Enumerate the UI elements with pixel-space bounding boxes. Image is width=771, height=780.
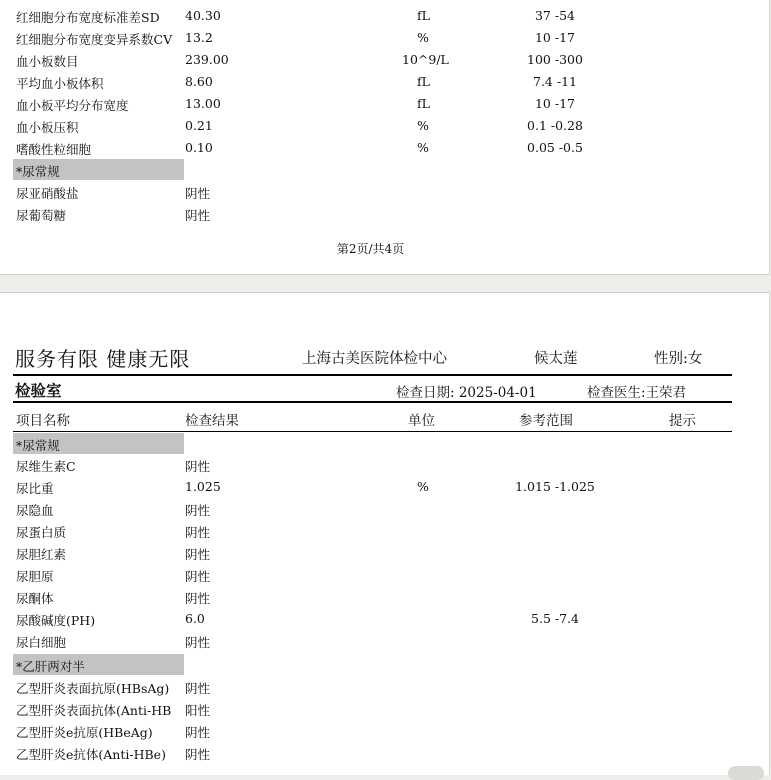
result-row [0, 27, 769, 49]
item-name: 红细胞分布宽度变异系数CV [16, 32, 173, 47]
result-row [0, 5, 769, 27]
item-ref: 100 -300 [527, 52, 583, 67]
item-ref: 37 -54 [534, 8, 575, 23]
item-unit: fL [417, 96, 430, 111]
result-row [0, 498, 769, 520]
scroll-handle[interactable] [728, 766, 764, 780]
result-row [0, 586, 769, 608]
item-name: 血小板压积 [16, 120, 79, 135]
result-row [0, 49, 769, 71]
item-name: 尿蛋白质 [16, 525, 67, 540]
result-row [0, 608, 769, 630]
result-row [0, 454, 769, 476]
header-divider [13, 374, 732, 376]
report-page-3 [0, 292, 770, 775]
item-value: 阴性 [185, 681, 211, 696]
item-value: 40.30 [185, 8, 221, 23]
item-unit: % [417, 479, 429, 494]
item-value: 6.0 [185, 611, 205, 626]
column-header-ref: 参考范围 [519, 413, 573, 429]
item-name: 乙型肝炎e抗体(Anti-HBe) [16, 747, 166, 762]
hospital-name: 上海古美医院体检中心 [302, 351, 447, 367]
section-header [13, 654, 184, 675]
item-unit: fL [417, 74, 430, 89]
item-unit: 10^9/L [402, 52, 449, 67]
result-row [0, 115, 769, 137]
section-header [13, 433, 184, 454]
column-header-name: 项目名称 [16, 413, 70, 429]
result-row [0, 676, 769, 698]
item-ref: 1.015 -1.025 [515, 479, 595, 494]
result-row [0, 71, 769, 93]
result-row [0, 203, 769, 225]
result-row [0, 630, 769, 652]
item-name: 尿比重 [16, 481, 54, 496]
item-name: 尿酸碱度(PH) [16, 613, 96, 628]
item-value: 阴性 [185, 186, 211, 201]
item-name: 尿亚硝酸盐 [16, 186, 79, 201]
item-ref: 5.5 -7.4 [531, 611, 579, 626]
item-name: 尿酮体 [16, 591, 54, 606]
slogan: 服务有限 健康无限 [15, 347, 191, 371]
page-number: 第2页/共4页 [336, 242, 405, 256]
item-name: 尿葡萄糖 [16, 208, 67, 223]
item-value: 阴性 [185, 591, 211, 606]
result-row [0, 93, 769, 115]
item-ref: 10 -17 [534, 30, 575, 45]
department-title: 检验室 [15, 381, 62, 400]
item-value: 8.60 [185, 74, 213, 89]
column-header-unit: 单位 [408, 413, 435, 429]
item-value: 阴性 [185, 635, 211, 650]
item-value: 1.025 [185, 479, 221, 494]
item-ref: 0.1 -0.28 [527, 118, 583, 133]
column-divider [13, 431, 732, 432]
item-ref: 7.4 -11 [533, 74, 577, 89]
item-value: 0.10 [185, 140, 213, 155]
column-header-result: 检查结果 [185, 413, 239, 429]
result-row [0, 542, 769, 564]
item-ref: 0.05 -0.5 [527, 140, 583, 155]
item-name: 平均血小板体积 [16, 76, 104, 91]
item-value: 阴性 [185, 459, 211, 474]
item-value: 13.00 [185, 96, 221, 111]
item-unit: fL [417, 8, 430, 23]
item-value: 0.21 [185, 118, 213, 133]
result-row [0, 137, 769, 159]
report-page-2 [0, 0, 770, 275]
item-value: 阴性 [185, 525, 211, 540]
item-unit: % [417, 118, 429, 133]
item-name: 血小板数目 [16, 54, 79, 69]
exam-doctor: 检查医生:王荣君 [587, 385, 687, 401]
item-value: 239.00 [185, 52, 229, 67]
item-value: 阴性 [185, 208, 211, 223]
result-row [0, 181, 769, 203]
item-name: 嗜酸性粒细胞 [16, 142, 92, 157]
section-title: *尿常规 [16, 164, 60, 179]
item-name: 红细胞分布宽度标准差SD [16, 10, 160, 25]
result-row [0, 720, 769, 742]
item-ref: 10 -17 [534, 96, 575, 111]
item-unit: % [417, 140, 429, 155]
patient-gender: 性别:女 [654, 351, 703, 367]
result-row [0, 520, 769, 542]
item-value: 阴性 [185, 547, 211, 562]
result-row [0, 698, 769, 720]
item-name: 乙型肝炎e抗原(HBeAg) [16, 725, 153, 740]
exam-date: 检查日期: 2025-04-01 [396, 385, 537, 401]
header-divider [13, 401, 732, 403]
item-name: 乙型肝炎表面抗体(Anti-HB [16, 703, 172, 718]
item-unit: % [417, 30, 429, 45]
item-name: 尿白细胞 [16, 635, 67, 650]
item-value: 阴性 [185, 725, 211, 740]
item-value: 阴性 [185, 747, 211, 762]
section-title: *乙肝两对半 [16, 659, 85, 674]
item-name: 尿隐血 [16, 503, 54, 518]
item-value: 13.2 [185, 30, 213, 45]
result-row [0, 742, 769, 764]
item-value: 阴性 [185, 503, 211, 518]
item-name: 尿维生素C [16, 459, 76, 474]
item-name: 乙型肝炎表面抗原(HBsAg) [16, 681, 170, 696]
result-row [0, 476, 769, 498]
patient-name: 候太莲 [534, 351, 578, 367]
item-value: 阳性 [185, 703, 211, 718]
item-name: 血小板平均分布宽度 [16, 98, 129, 113]
section-title: *尿常规 [16, 438, 60, 453]
result-row [0, 564, 769, 586]
section-header [13, 159, 184, 180]
item-name: 尿胆原 [16, 569, 54, 584]
item-name: 尿胆红素 [16, 547, 67, 562]
column-header-hint: 提示 [669, 413, 696, 429]
item-value: 阴性 [185, 569, 211, 584]
